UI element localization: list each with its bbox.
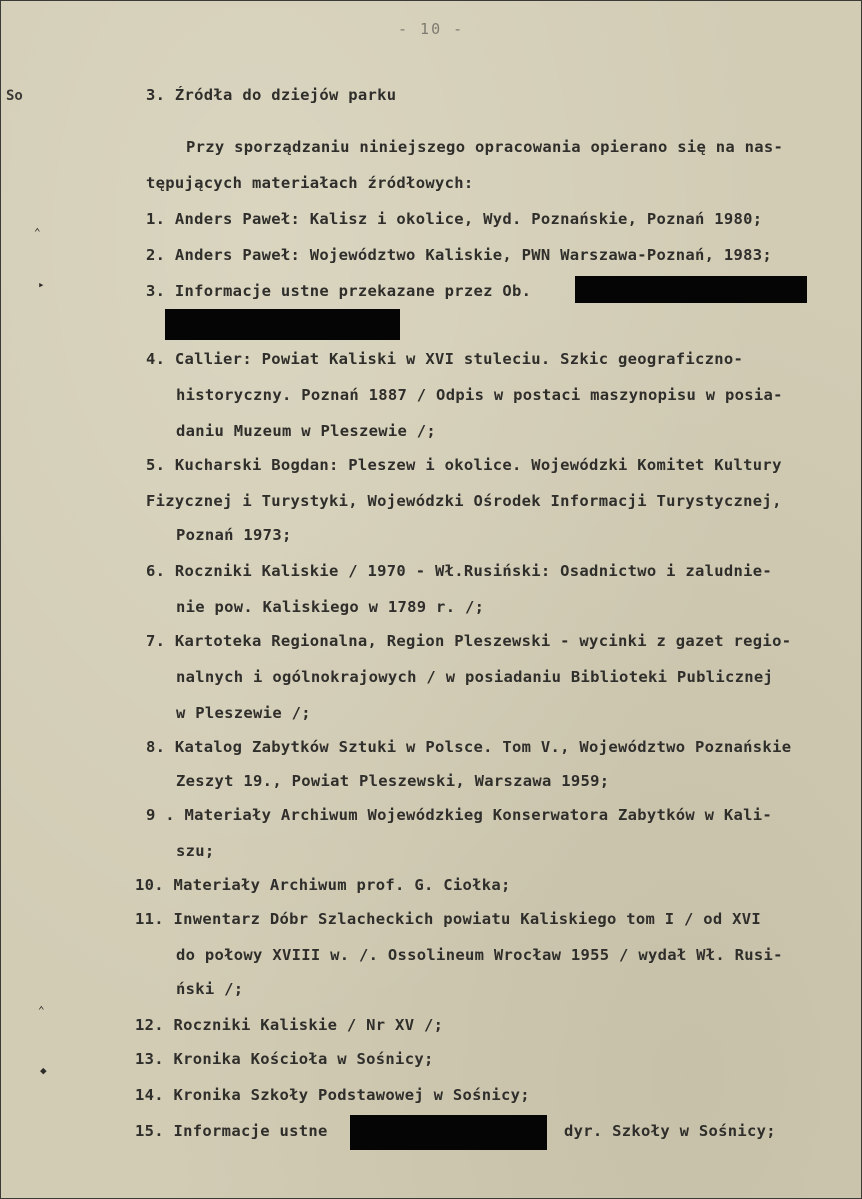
redaction-bar <box>350 1115 547 1150</box>
source-item-9-line-2: szu; <box>176 842 215 860</box>
margin-tick-mark: ▸ <box>38 278 45 291</box>
source-item-5-line-1: 5. Kucharski Bogdan: Pleszew i okolice. Wojewódzki Komitet Kultury <box>146 456 782 474</box>
source-item-13: 13. Kronika Kościoła w Sośnicy; <box>135 1050 434 1068</box>
redaction-bar <box>165 309 400 340</box>
source-item-7-line-2: nalnych i ogólnokrajowych / w posiadaniu Biblioteki Publicznej <box>176 668 774 686</box>
source-item-15-end: dyr. Szkoły w Sośnicy; <box>564 1122 776 1140</box>
source-item-15-start: 15. Informacje ustne <box>135 1122 328 1140</box>
source-item-4-line-1: 4. Callier: Powiat Kaliski w XVI stuleciu. Szkic geograficzno- <box>146 350 744 368</box>
margin-tick-mark: ◆ <box>40 1064 47 1077</box>
redaction-bar <box>575 276 807 303</box>
source-item-2: 2. Anders Paweł: Województwo Kaliskie, PWN Warszawa-Poznań, 1983; <box>146 246 773 264</box>
margin-tick-mark: ⌃ <box>38 1004 45 1017</box>
source-item-4-line-2: historyczny. Poznań 1887 / Odpis w postaci maszynopisu w posia- <box>176 386 783 404</box>
source-item-8-line-1: 8. Katalog Zabytków Sztuki w Polsce. Tom V., Województwo Poznańskie <box>146 738 792 756</box>
source-item-3: 3. Informacje ustne przekazane przez Ob. <box>146 282 532 300</box>
source-item-7-line-3: w Pleszewie /; <box>176 704 311 722</box>
margin-annotation: So <box>6 88 23 104</box>
source-item-11-line-2: do połowy XVIII w. /. Ossolineum Wrocław 1955 / wydał Wł. Rusi- <box>176 946 783 964</box>
intro-line-2: tępujących materiałach źródłowych: <box>146 174 474 192</box>
source-item-4-line-3: daniu Muzeum w Pleszewie /; <box>176 422 437 440</box>
source-item-14: 14. Kronika Szkoły Podstawowej w Sośnicy; <box>135 1086 530 1104</box>
source-item-1: 1. Anders Paweł: Kalisz i okolice, Wyd. Poznańskie, Poznań 1980; <box>146 210 763 228</box>
margin-tick-mark: ⌃ <box>34 226 41 239</box>
page-number: - 10 - <box>398 20 465 38</box>
intro-line-1: Przy sporządzaniu niniejszego opracowania opierano się na nas- <box>186 138 784 156</box>
section-heading: 3. Źródła do dziejów parku <box>146 86 397 104</box>
source-item-10: 10. Materiały Archiwum prof. G. Ciołka; <box>135 876 511 894</box>
source-item-6-line-1: 6. Roczniki Kaliskie / 1970 - Wł.Rusiński: Osadnictwo i zaludnie- <box>146 562 773 580</box>
source-item-5-line-3: Poznań 1973; <box>176 526 292 544</box>
source-item-12: 12. Roczniki Kaliskie / Nr XV /; <box>135 1016 444 1034</box>
source-item-5-line-2: Fizycznej i Turystyki, Wojewódzki Ośrodek Informacji Turystycznej, <box>146 492 782 510</box>
source-item-11-line-1: 11. Inwentarz Dóbr Szlacheckich powiatu Kaliskiego tom I / od XVI <box>135 910 762 928</box>
source-item-8-line-2: Zeszyt 19., Powiat Pleszewski, Warszawa 1959; <box>176 772 610 790</box>
source-item-6-line-2: nie pow. Kaliskiego w 1789 r. /; <box>176 598 485 616</box>
source-item-11-line-3: ński /; <box>176 980 244 998</box>
source-item-7-line-1: 7. Kartoteka Regionalna, Region Pleszewski - wycinki z gazet regio- <box>146 632 792 650</box>
source-item-9-line-1: 9 . Materiały Archiwum Wojewódzkieg Konserwatora Zabytków w Kali- <box>146 806 773 824</box>
